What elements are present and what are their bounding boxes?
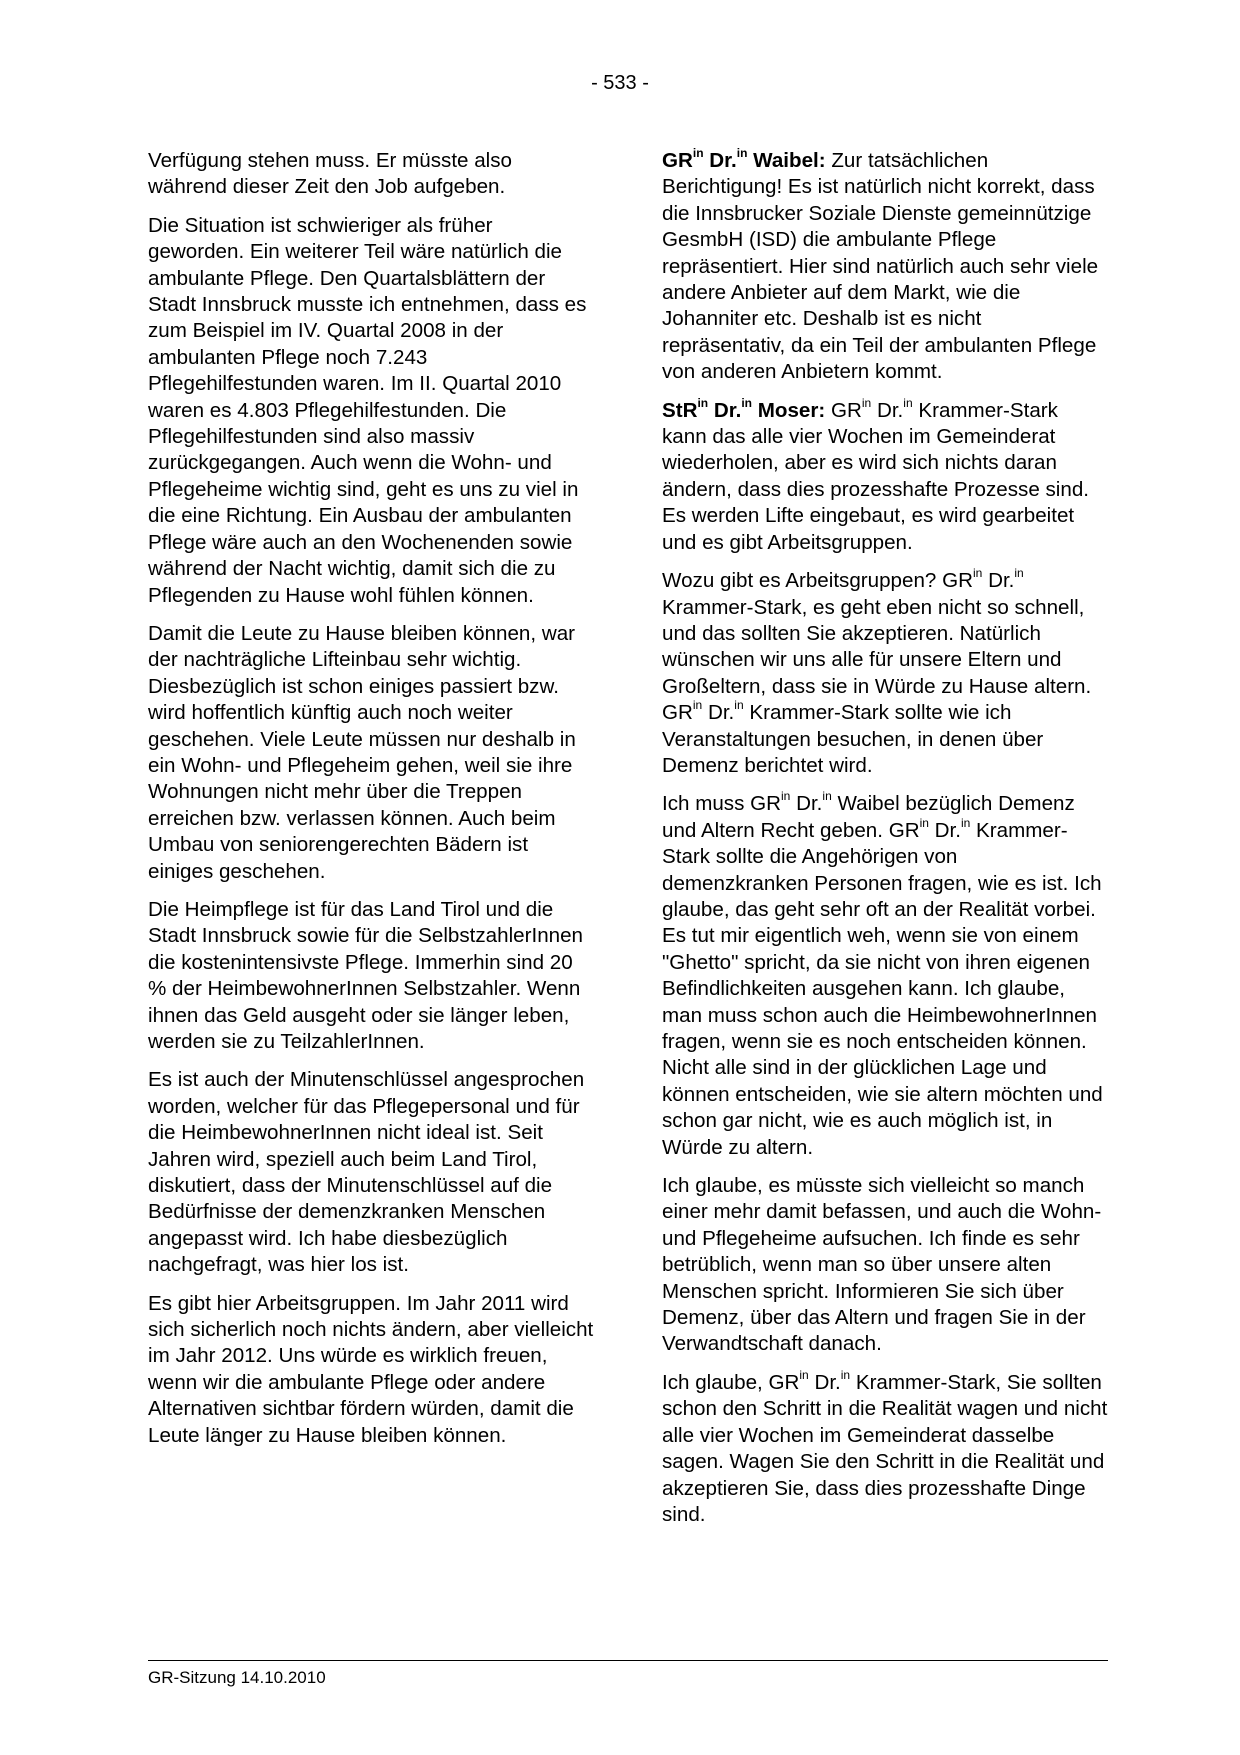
speaker-label: $GR^{in}$ Dr.$^{in}$ Waibel: [662, 146, 826, 172]
speaker-label: StR$^{in}$ Dr.$^{in}$ Moser: [662, 395, 826, 422]
paragraph-moser: StR$^{in}$ Dr.$^{in}$ Moser: $GR^{in}$ Dr.$^{in}$ Krammer-Stark kann das alle vier Wochen im Gemeinderat wiederholen, aber es wird sich nichts daran ändern, dass dies prozesshafte Prozesse sind. Es werden Lifte eingebaut, es wird gearbeitet und es gibt Arbeitsgruppen. [662, 395, 1089, 554]
left-column [148, 148, 594, 1461]
page-number: - 533 - [591, 72, 649, 94]
paragraph: Es ist auch der Minutenschlüssel angesprochen worden, welcher für das Pflegepersonal und für die HeimbewohnerInnen nicht ideal ist. Seit Jahren wird, speziell auch beim Land Tirol, diskutiert, dass der Minutenschlüssel auf die Bedürfnisse der demenzkranken Menschen angepasst wird. Ich habe diesbezüglich nachgefragt, was hier los ist. [148, 1068, 585, 1277]
paragraph: Wozu gibt es Arbeitsgruppen? $GR^{in}$ Dr.$^{in}$ Krammer-Stark, es geht eben nicht so schnell, und das sollten Sie akzeptieren. Natürlich wünschen wir uns alle für unsere Eltern und Großeltern, dass sie in Würde zu Hause altern. $GR^{in}$ Dr.$^{in}$ Krammer-Stark sollte wie ich Veranstaltungen besuchen, in denen über Demenz berichtet wird. [662, 566, 1092, 777]
paragraph: Verfügung stehen muss. Er müsste also während dieser Zeit den Job aufgeben. [148, 149, 513, 199]
paragraph: Die Heimpflege ist für das Land Tirol und die Stadt Innsbruck sowie für die SelbstzahlerInnen die kostenintensivste Pflege. Immerhin sind 20 % der HeimbewohnerInnen Selbstzahler. Wenn ihnen das Geld ausgeht oder sie länger leben, werden sie zu TeilzahlerInnen. [148, 897, 584, 1053]
footer-divider [148, 1660, 1108, 1661]
paragraph: Die Situation ist schwieriger als früher geworden. Ein weiterer Teil wäre natürlich die ambulante Pflege. Den Quartalsblättern der Stadt Innsbruck musste ich entnehmen, dass es zum Beispiel im IV. Quartal 2008 in der ambulanten Pflege noch 7.243 Pflegehilfestunden waren. Im II. Quartal 2010 waren es 4.803 Pflegehilfestunden. Die Pflegehilfestunden sind also massiv zurückgegangen. Auch wenn die Wohn- und Pflegeheime wichtig sind, geht es uns zu viel in die eine Richtung. Ein Ausbau der ambulanten Pflege wäre auch an den Wochenenden sowie während der Nacht wichtig, damit sich die zu Pflegenden zu Hause wohl fühlen können. [148, 213, 587, 607]
paragraph: Ich glaube, $GR^{in}$ Dr.$^{in}$ Krammer-Stark, Sie sollten schon den Schritt in die Realität wagen und nicht alle vier Wochen im Gemeinderat dasselbe sagen. Wagen Sie den Schritt in die Realität und akzeptieren Sie, dass dies prozesshafte Dinge sind. [662, 1368, 1108, 1526]
paragraph: Es gibt hier Arbeitsgruppen. Im Jahr 2011 wird sich sicherlich noch nichts ändern, aber vielleicht im Jahr 2012. Uns würde es wirklich freuen, wenn wir die ambulante Pflege oder andere Alternativen sichtbar fördern würden, damit die Leute länger zu Hause bleiben können. [148, 1291, 594, 1447]
right-column [662, 148, 1108, 1540]
paragraph: Ich glaube, es müsste sich vielleicht so manch einer mehr damit befassen, und auch die Wohn- und Pflegeheime aufsuchen. Ich finde es sehr betrüblich, wenn man so über unsere alten Menschen spricht. Informieren Sie sich über Demenz, über das Altern und fragen Sie in der Verwandtschaft danach. [662, 1174, 1102, 1356]
paragraph: Ich muss $GR^{in}$ Dr.$^{in}$ Waibel bezüglich Demenz und Altern Recht geben. $GR^{in}$ Dr.$^{in}$ Krammer-Stark sollte die Angehörigen von demenzkranken Personen fragen, wie es ist. Ich glaube, das geht sehr oft an der Realität vorbei. Es tut mir eigentlich weh, wenn sie von einem "Ghetto" spricht, da sie nicht von ihren eigenen Befindlichkeiten ausgehen kann. Ich glaube, man muss schon auch die HeimbewohnerInnen fragen, wenn sie es noch entscheiden können. Nicht alle sind in der glücklichen Lage und können entscheiden, wie sie altern möchten und schon gar nicht, wie es auch möglich ist, in Würde zu altern. [662, 789, 1103, 1159]
paragraph-waibel: $GR^{in}$ Dr.$^{in}$ Waibel: Zur tatsächlichen Berichtigung! Es ist natürlich nicht korrekt, dass die Innsbrucker Soziale Dienste gemeinnützige GesmbH (ISD) die ambulante Pflege repräsentiert. Hier sind natürlich auch sehr viele andere Anbieter auf dem Markt, wie die Johanniter etc. Deshalb ist es nicht repräsentativ, da ein Teil der ambulanten Pflege von anderen Anbietern kommt. [662, 146, 1099, 384]
paragraph: Damit die Leute zu Hause bleiben können, war der nachträgliche Lifteinbau sehr wichtig. Diesbezüglich ist schon einiges passiert bzw. wird hoffentlich künftig auch noch weiter geschehen. Viele Leute müssen nur deshalb in ein Wohn- und Pflegeheim gehen, weil sie ihre Wohnungen nicht mehr über die Treppen erreichen bzw. verlassen können. Auch beim Umbau von seniorengerechten Bädern ist einiges geschehen. [148, 621, 576, 883]
footer-session-date: GR-Sitzung 14.10.2010 [148, 1668, 326, 1687]
